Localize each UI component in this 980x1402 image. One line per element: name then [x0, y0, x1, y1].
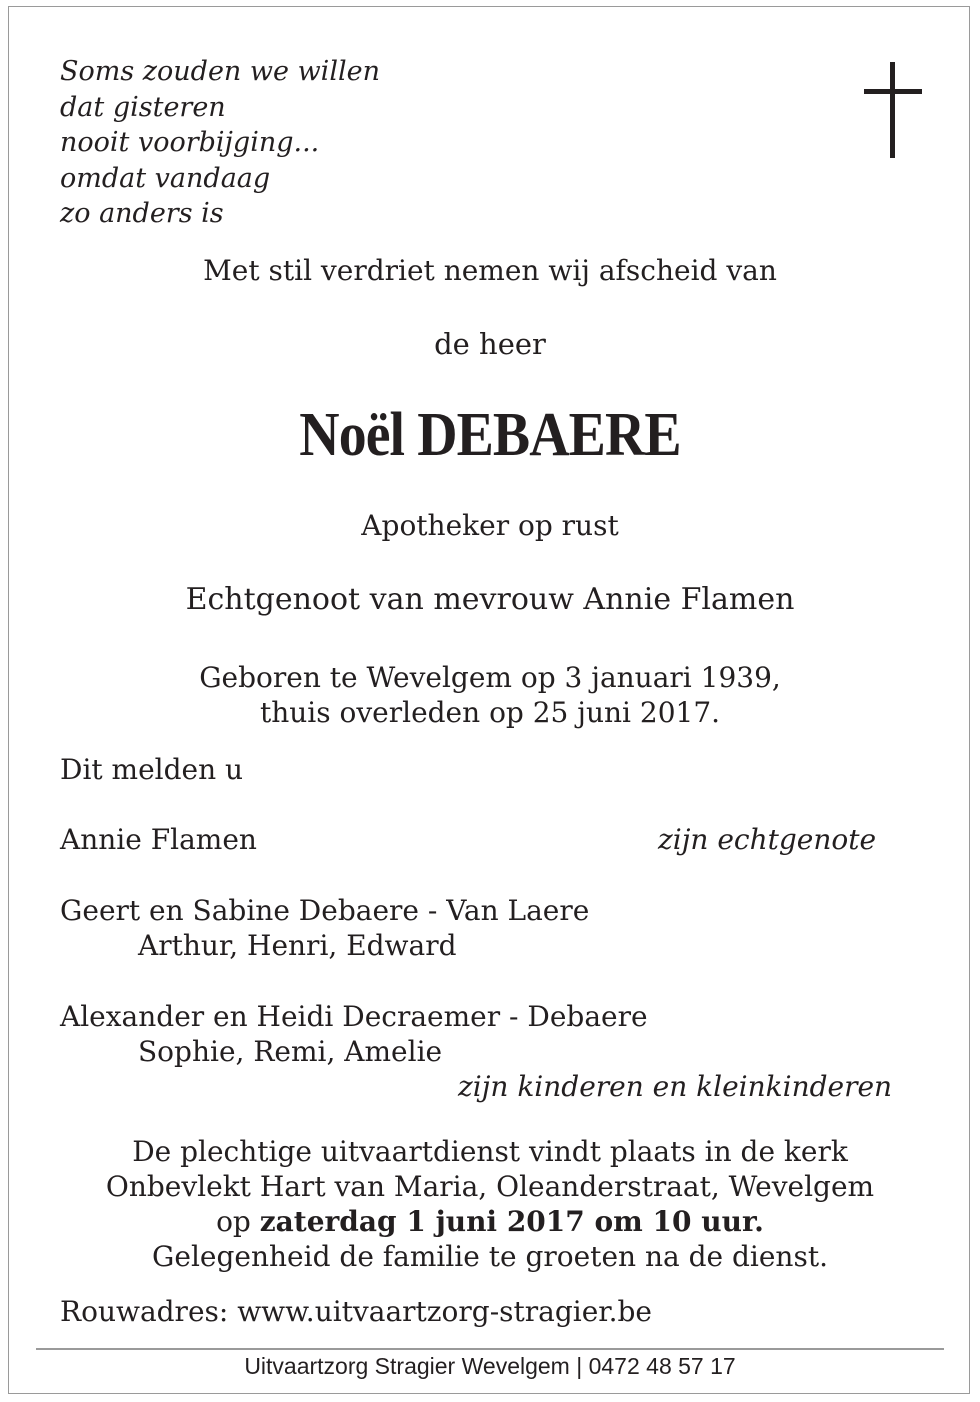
poem	[60, 54, 380, 232]
profession-text: Apotheker op rust	[361, 509, 619, 542]
poem-line: dat gisteren	[60, 91, 226, 123]
service-line-2: Onbevlekt Hart van Maria, Oleanderstraat, Wevelgem	[105, 1170, 875, 1203]
service-line-3	[0, 1204, 980, 1239]
poem-line: Soms zouden we willen	[60, 56, 380, 87]
service-line-1: De plechtige uitvaartdienst vindt plaats in de kerk	[132, 1135, 848, 1168]
birth-date: Geboren te Wevelgem op 3 januari 1939,	[199, 661, 781, 694]
service-line-4: Gelegenheid de familie te groeten na de dienst.	[152, 1240, 828, 1273]
spouse-line: Echtgenoot van mevrouw Annie Flamen	[185, 582, 795, 617]
spouse-name: Annie Flamen	[60, 823, 257, 856]
child-family-1: Geert en Sabine Debaere - Van Laere	[60, 894, 590, 927]
deceased-name: Noël DEBAERE	[299, 401, 681, 469]
footer-text: Uitvaartzorg Stragier Wevelgem | 0472 48 57 17	[244, 1353, 736, 1379]
footer-divider	[36, 1348, 944, 1350]
death-date: thuis overleden op 25 juni 2017.	[259, 696, 721, 729]
children-role: zijn kinderen en kleinkinderen	[458, 1070, 893, 1103]
cross-icon	[864, 62, 922, 158]
service-date: zaterdag 1 juni 2017 om 10 uur.	[259, 1205, 764, 1238]
grandchildren-2: Sophie, Remi, Amelie	[138, 1035, 443, 1068]
announce-text: Dit melden u	[60, 753, 244, 786]
intro-text: Met stil verdriet nemen wij afscheid van	[203, 254, 777, 287]
poem-line: omdat vandaag	[60, 162, 271, 194]
grandchildren-1: Arthur, Henri, Edward	[138, 929, 457, 962]
spouse-role: zijn echtgenote	[658, 823, 877, 856]
poem-line: nooit voorbijging...	[60, 127, 320, 158]
service-date-prefix: op	[216, 1205, 260, 1238]
rouwadres: Rouwadres: www.uitvaartzorg-stragier.be	[60, 1295, 653, 1328]
child-family-2: Alexander en Heidi Decraemer - Debaere	[60, 1000, 648, 1033]
service-block	[0, 1134, 980, 1274]
poem-line: zo anders is	[60, 198, 224, 229]
dates-block	[0, 660, 980, 730]
title-text: de heer	[434, 327, 546, 361]
